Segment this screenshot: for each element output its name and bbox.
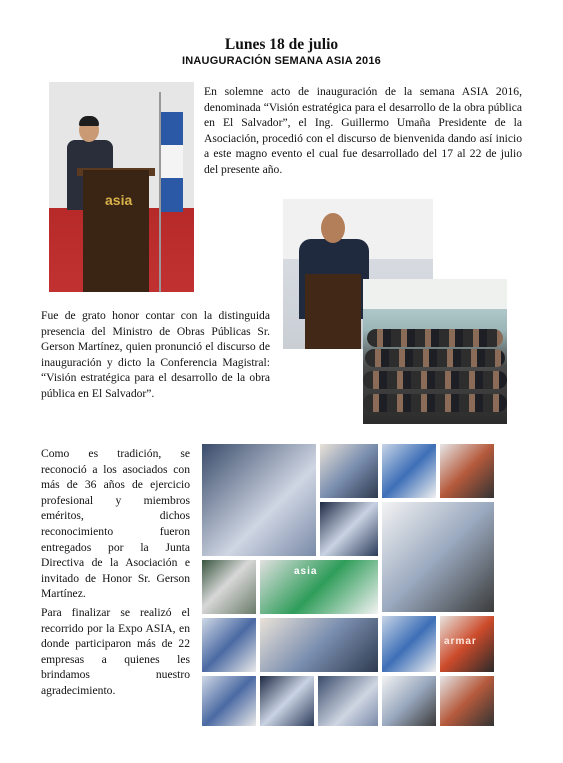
collage-photo xyxy=(202,676,256,726)
collage-photo xyxy=(260,560,378,614)
collage-photo xyxy=(320,444,378,498)
collage-photo xyxy=(440,676,494,726)
inauguration-speaker-photo xyxy=(49,82,194,292)
page-title: Lunes 18 de julio xyxy=(224,36,339,53)
collage-photo xyxy=(382,676,436,726)
collage-photo xyxy=(260,618,378,672)
podium-logo: asia xyxy=(105,192,133,208)
paragraph-welcome: En solemne acto de inauguración de la semana ASIA 2016, denominada “Visión estratégica para el desarrollo de la obra pública en El Salvador”, el Ing. Guillermo Umaña Presidente de la Asociación, procedió con el discurso de bienvenida dando así inicio a este magno evento el cual fue desarrollado del 17 al 22 de julio del presente año. xyxy=(204,85,522,176)
collage-photo xyxy=(318,676,378,726)
audience-photo xyxy=(363,279,507,424)
collage-photo xyxy=(320,502,378,556)
collage-photo xyxy=(202,618,256,672)
page-subtitle: INAUGURACIÓN SEMANA ASIA 2016 xyxy=(182,55,381,67)
collage-sign-text: asia xyxy=(294,566,318,577)
collage-photo xyxy=(260,676,314,726)
expo-collage xyxy=(202,444,494,726)
collage-photo xyxy=(382,616,436,672)
paragraph-recognition: Como es tradición, se reconoció a los asociados con más de 36 años de ejercicio profesional y miembros eméritos, dichos reconocimiento fueron entregados por la Junta Directiva de la Asociación e invitado de Honor Sr. Gerson Martínez. xyxy=(41,447,190,601)
collage-photo xyxy=(202,560,256,614)
collage-photo xyxy=(382,502,494,612)
collage-photo xyxy=(382,444,436,498)
collage-photo xyxy=(440,444,494,498)
collage-photo xyxy=(202,444,316,556)
paragraph-minister: Fue de grato honor contar con la distinguida presencia del Ministro de Obras Públicas Sr. Gerson Martínez, quien pronunció el discurso de inauguración y dicto la Conferencia Magistral: “Visión estratégica para el desarrollo de la obra pública en El Salvador”. xyxy=(41,309,270,400)
collage-banner-text: armar xyxy=(444,636,477,647)
paragraph-expo: Para finalizar se realizó el recorrido por la Expo ASIA, en donde participaron más de 22 empresas a quienes les brindamos nuestro agradecimiento. xyxy=(41,606,190,697)
collage-photo xyxy=(440,616,494,672)
